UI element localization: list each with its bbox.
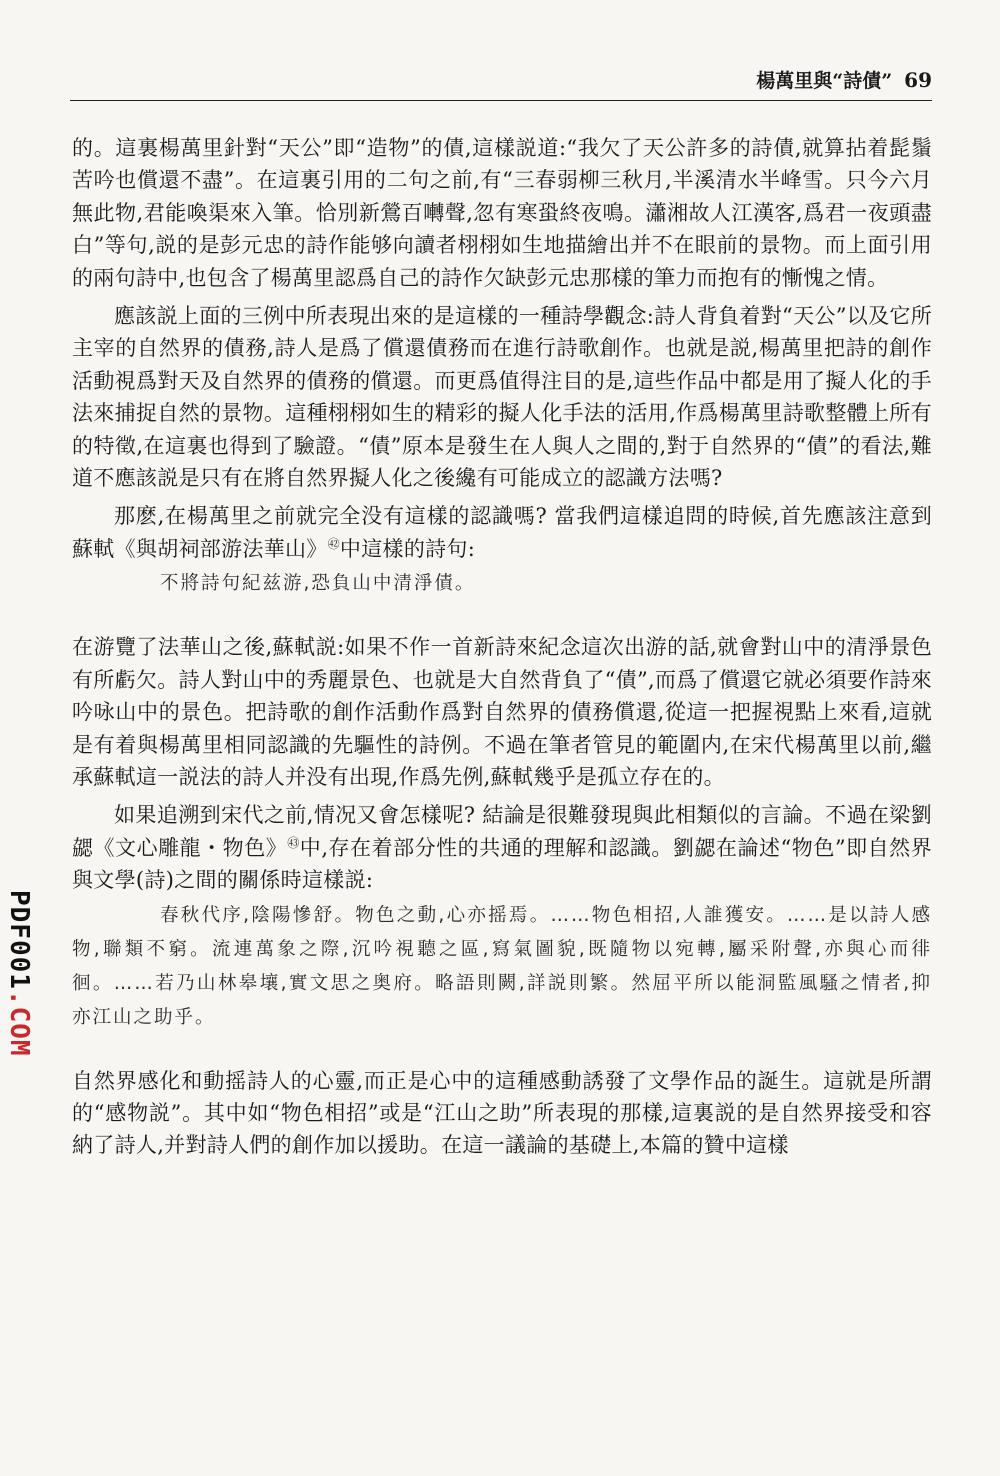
paragraph-3: 那麽,在楊萬里之前就完全没有這樣的認識嗎? 當我們這樣追問的時候,首先應該注意到蘇軾《與胡祠部游法華山》$^㊷$中這樣的詩句: — [72, 504, 932, 561]
running-title: 楊萬里與“詩債” — [756, 70, 893, 92]
footnote-marker: ㊸ — [287, 835, 300, 850]
wenxin-quote: 春秋代序,陰陽慘舒。物色之動,心亦摇焉。……物色相招,人誰獲安。……是以詩人感物,聯類不窮。流連萬象之際,沉吟視聽之區,寫氣圖貌,既隨物以宛轉,屬采附聲,亦與心而徘徊。……若乃山林皋壤,實文思之奥府。略語則闕,詳説則繁。然屈平所以能洞監風騷之情者,抑亦江山之助乎。 — [72, 904, 932, 1028]
paragraph-2: 應該説上面的三例中所表現出來的是這樣的一種詩學觀念:詩人背負着對“天公”以及它所主宰的自然界的債務,詩人是爲了償還債務而在進行詩歌創作。也就是説,楊萬里把詩的創作活動視爲對天及自然界的債務的償還。而更爲值得注目的是,這些作品中都是用了擬人化的手法來捕捉自然的景物。這種栩栩如生的精彩的擬人化手法的活用,作爲楊萬里詩歌整體上所有的特徵,在這裏也得到了驗證。“債”原本是發生在人與人之間的,對于自然界的“債”的看法,難道不應該説是只有在將自然界擬人化之後纔有可能成立的認識方法嗎? — [72, 304, 932, 491]
header-rule — [70, 100, 932, 101]
paragraph-1: 的。這裏楊萬里針對“天公”即“造物”的債,這樣説道:“我欠了天公許多的詩債,就算拈着髭鬚苦吟也償還不盡”。在這裏引用的二句之前,有“三春弱柳三秋月,半溪清水半峰雪。只今六月無此物,君能喚渠來入筆。恰別新鶯百囀聲,忽有寒蛩終夜鳴。瀟湘故人江漢客,爲君一夜頭盡白”等句,説的是彭元忠的詩作能够向讀者栩栩如生地描繪出并不在眼前的景物。而上面引用的兩句詩中,也包含了楊萬里認爲自己的詩作欠缺彭元忠那樣的筆力而抱有的慚愧之情。 — [72, 136, 932, 290]
body-text — [72, 132, 932, 1162]
poem-quote: 不將詩句紀兹游,恐負山中清淨債。 — [160, 573, 476, 595]
footnote-marker: ㊷ — [327, 536, 340, 551]
running-header — [70, 66, 932, 95]
paragraph-6: 自然界感化和動摇詩人的心靈,而正是心中的這種感動誘發了文學作品的誕生。這就是所謂的“感物説”。其中如“物色相招”或是“江山之助”所表現的那樣,這裏説的是自然界接受和容納了詩人,并對詩人們的創作加以援助。在這一議論的基礎上,本篇的贊中這樣 — [72, 1068, 932, 1158]
paragraph-5: 如果追溯到宋代之前,情况又會怎樣呢? 結論是很難發現與此相類似的言論。不過在梁劉勰《文心雕龍・物色》$^㊸$中,存在着部分性的共通的理解和認識。劉勰在論述“物色”即自然界與文學(詩)之間的關係時這樣説: — [72, 803, 932, 893]
site-watermark: PDF001.COM — [4, 890, 34, 1057]
paragraph-4: 在游覽了法華山之後,蘇軾説:如果不作一首新詩來紀念這次出游的話,就會對山中的清淨景色有所虧欠。詩人對山中的秀麗景色、也就是大自然背負了“債”,而爲了償還它就必須要作詩來吟咏山中的景色。把詩歌的創作活動作爲對自然界的債務償還,從這一把握視點上來看,這就是有着與楊萬里相同認識的先驅性的詩例。不過在筆者管見的範圍内,在宋代楊萬里以前,繼承蘇軾這一説法的詩人并没有出現,作爲先例,蘇軾幾乎是孤立存在的。 — [72, 635, 932, 789]
page-number: 69 — [904, 68, 932, 92]
